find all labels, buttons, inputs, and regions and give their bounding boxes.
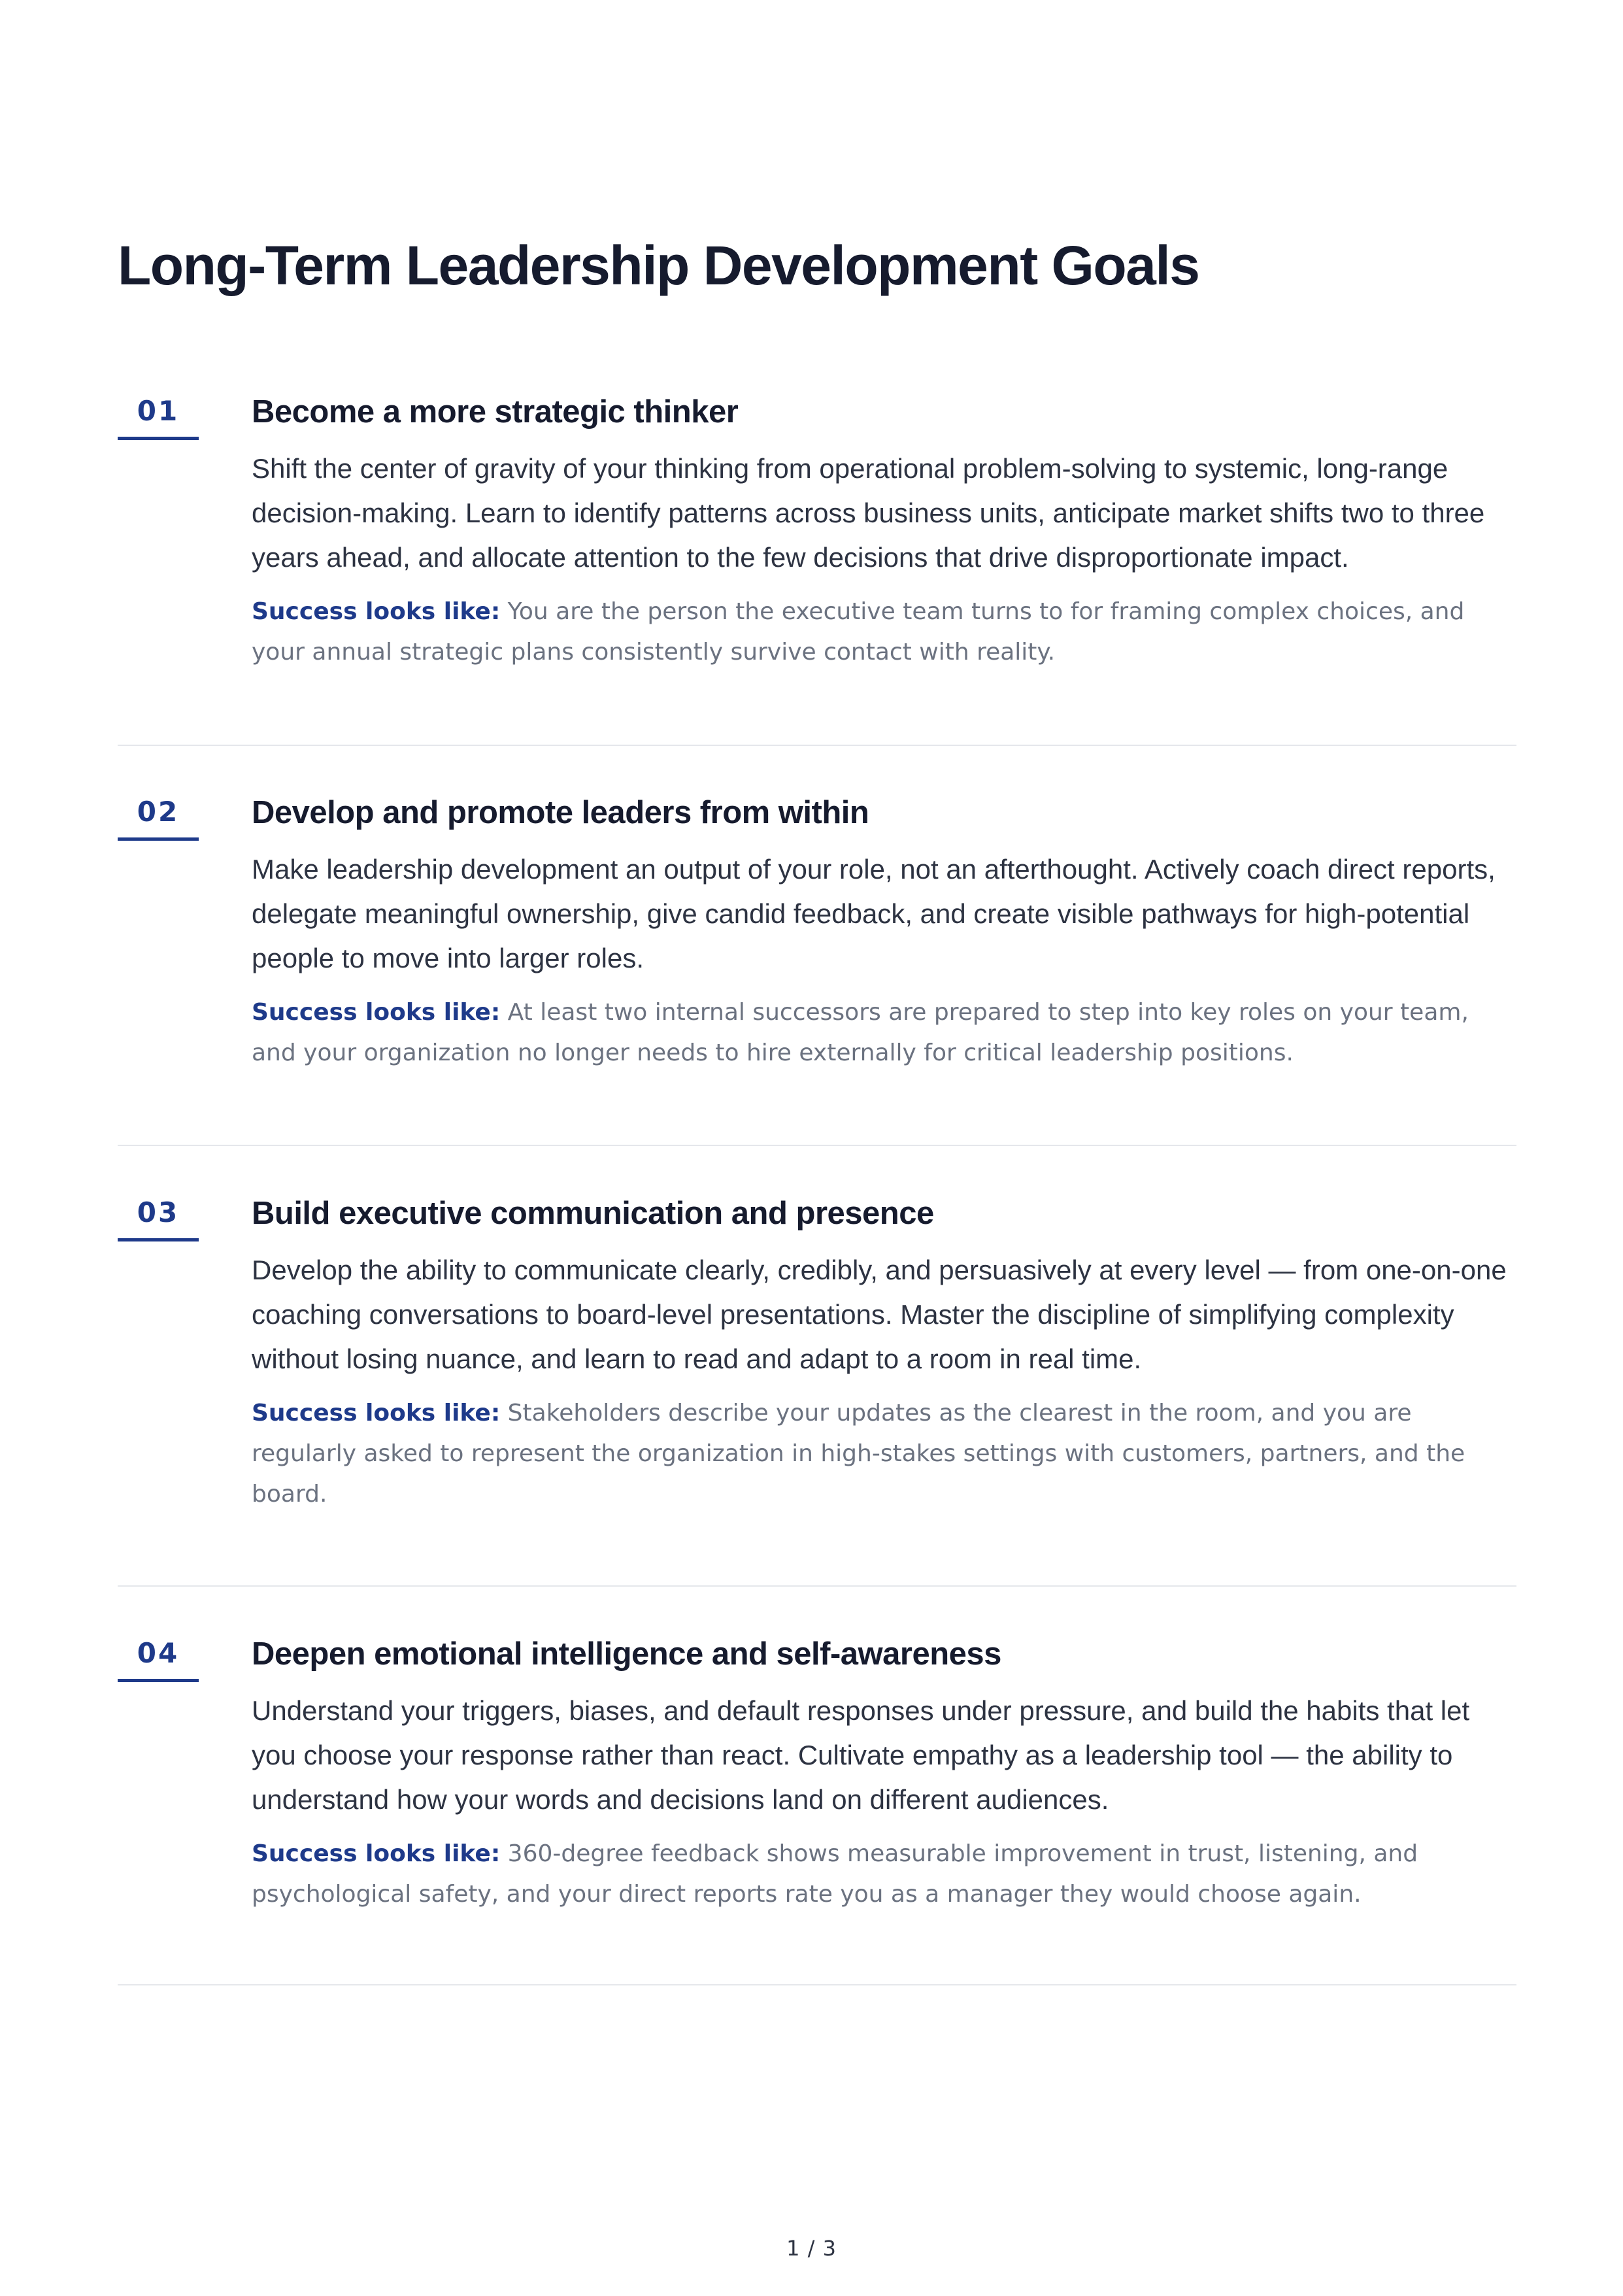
goal-number: 04 [118,1640,199,1682]
success-label: Success looks like: [252,1840,501,1868]
goal-number: 03 [118,1199,199,1241]
goal-success-criteria [252,592,1520,673]
section-divider [118,1145,1516,1146]
success-text: Stakeholders describe your updates as the clearest in the room, and you are regularly asked to represent the organization in high-stakes settings with customers, partners, and the board. [252,1400,1465,1508]
success-text: 360-degree feedback shows measurable improvement in trust, listening, and psychological safety, and your direct reports rate you as a manager they would choose again. [252,1840,1418,1908]
goal-success-criteria [252,992,1520,1073]
success-label: Success looks like: [252,1400,501,1427]
success-text: At least two internal successors are prepared to step into key roles on your team, and your organization no longer needs to hire externally for critical leadership positions. [252,999,1469,1067]
goal-body [252,1194,1520,1515]
goal-body [252,1634,1520,1915]
section-divider [118,745,1516,746]
goal-title: Become a more strategic thinker [252,394,739,430]
goal-number: 02 [118,798,199,841]
goal-body [252,392,1520,673]
goal-title: Build executive communication and presence [252,1196,934,1231]
goal-description: Develop the ability to communicate clearly, credibly, and persuasively at every level — from one-on-one coaching conversations to board-level presentations. Master the discipline of simplifying complexity without losing nuance, and learn to read and adapt to a room in real time. [252,1255,1507,1375]
goal-description: Shift the center of gravity of your thinking from operational problem-solving to systemic, long-range decision-making. Learn to identify patterns across business units, anticipate market shifts two to three years ahead, and allocate attention to the few decisions that drive disproportionate impact. [252,453,1485,573]
goal-body [252,793,1520,1073]
page-title: Long-Term Leadership Development Goals [118,235,1199,296]
goal-success-criteria [252,1393,1520,1515]
page-number: 1 / 3 [786,2236,837,2261]
section-divider [118,1984,1516,1985]
goal-description: Understand your triggers, biases, and default responses under pressure, and build the habits that let you choose your response rather than react. Cultivate empathy as a leadership tool — the ability to understand how your words and decisions land on different audiences. [252,1695,1470,1815]
goal-title: Deepen emotional intelligence and self-awareness [252,1636,1001,1672]
goal-title: Develop and promote leaders from within [252,795,869,830]
success-text: You are the person the executive team turns to for framing complex choices, and your annual strategic plans consistently survive contact with reality. [252,598,1465,666]
goal-description: Make leadership development an output of your role, not an afterthought. Actively coach direct reports, delegate meaningful ownership, give candid feedback, and create visible pathways for high-potential people to move into larger roles. [252,854,1496,974]
section-divider [118,1585,1516,1587]
success-label: Success looks like: [252,999,501,1026]
goal-number: 01 [118,397,199,440]
success-label: Success looks like: [252,598,501,626]
goal-success-criteria [252,1834,1520,1915]
